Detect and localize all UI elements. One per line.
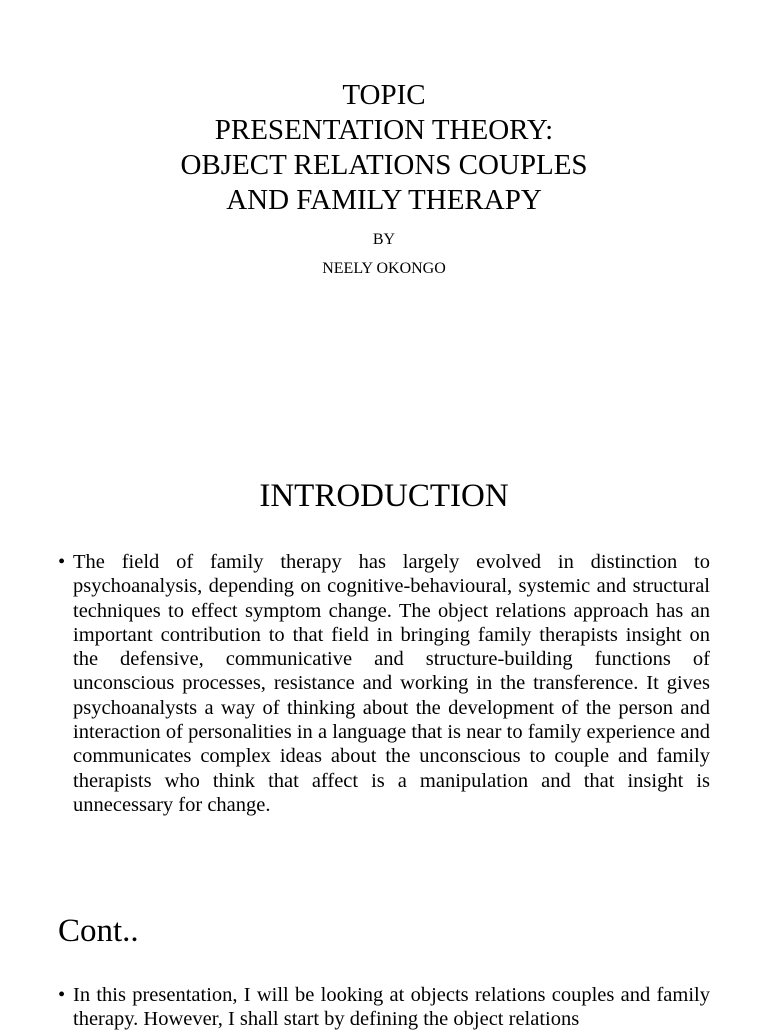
title-line-family-therapy: AND FAMILY THERAPY <box>226 184 542 216</box>
introduction-bullet <box>58 550 710 817</box>
presentation-title <box>0 78 768 218</box>
continuation-heading: Cont.. <box>58 913 139 949</box>
introduction-paragraph: The field of family therapy has largely evolved in distinction to psychoanalysis, depending on cognitive-behavioural, systemic and structural techniques to effect symptom change. The object relations approach has an important contribution to that field in bringing family therapists insight on the defensive, communicative and structure-building functions of unconscious processes, resistance and working in the transference. It gives psychoanalysts a way of thinking about the development of the person and interaction of personalities in a language that is near to family experience and communicates complex ideas about the unconscious to couple and family therapists who think that affect is a manipulation and that insight is unnecessary for change. <box>73 551 710 816</box>
bullet-icon: • <box>58 984 66 1006</box>
continuation-bullet <box>58 983 710 1032</box>
continuation-slide <box>0 880 768 1031</box>
bullet-icon: • <box>58 551 66 573</box>
title-slide <box>0 0 768 360</box>
by-label: BY <box>372 231 396 248</box>
title-line-object-relations: OBJECT RELATIONS COUPLES <box>180 149 588 181</box>
introduction-heading: INTRODUCTION <box>259 478 509 514</box>
continuation-paragraph: In this presentation, I will be looking at objects relations couples and family therapy. However, I shall start by defining the object relations <box>73 984 710 1031</box>
title-line-presentation-theory: PRESENTATION THEORY: <box>214 114 554 146</box>
introduction-slide <box>0 360 768 880</box>
title-line-topic: TOPIC <box>342 79 426 111</box>
author-name: NEELY OKONGO <box>322 260 446 277</box>
